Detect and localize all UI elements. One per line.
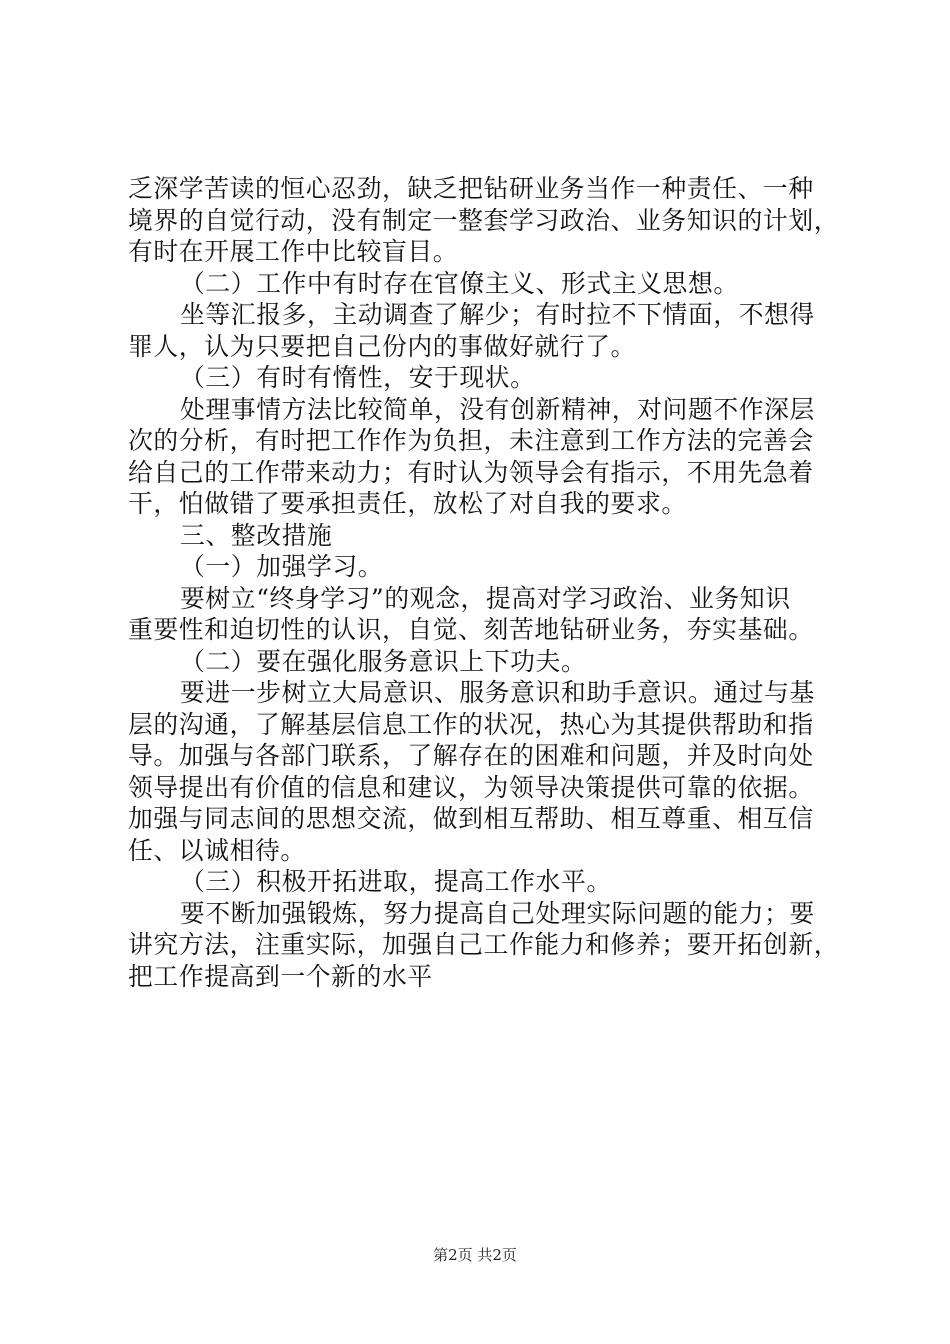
- text-line: 处理事情方法比较简单，没有创新精神，对问题不作深层: [180, 394, 815, 424]
- text-line: 要树立“终身学习”的观念，提高对学习政治、业务知识: [180, 583, 791, 613]
- text-line: 要不断加强锻炼，努力提高自己处理实际问题的能力；要: [180, 898, 815, 928]
- text-line: 重要性和迫切性的认识，自觉、刻苦地钻研业务，夯实基础。: [128, 615, 814, 644]
- text-line: （二）要在强化服务意识上下功夫。: [180, 646, 587, 676]
- text-line: 次的分析，有时把工作作为负担，未注意到工作方法的完善会: [128, 426, 814, 455]
- text-line: 导。加强与各部门联系，了解存在的困难和问题，并及时向处: [128, 741, 814, 770]
- text-line: 境界的自觉行动，没有制定一整套学习政治、业务知识的计划，: [128, 205, 840, 235]
- text-line: 层的沟通，了解基层信息工作的状况，热心为其提供帮助和指: [128, 709, 814, 739]
- text-line: 乏深学苦读的恒心忍劲，缺乏把钻研业务当作一种责任、一种: [128, 174, 814, 203]
- text-line: 三、整改措施: [180, 520, 333, 550]
- text-line: 干，怕做错了要承担责任，放松了对自我的要求。: [128, 489, 687, 518]
- text-line: 任、以诚相待。: [128, 835, 306, 865]
- document-body: [128, 173, 838, 992]
- text-line: 给自己的工作带来动力；有时认为领导会有指示，不用先急着: [128, 457, 814, 487]
- text-line: 讲究方法，注重实际，加强自己工作能力和修养；要开拓创新，: [128, 930, 840, 959]
- text-line: 领导提出有价值的信息和建议，为领导决策提供可靠的依据。: [128, 772, 814, 802]
- text-line: （一）加强学习。: [180, 552, 384, 581]
- text-line: 坐等汇报多，主动调查了解少；有时拉不下情面，不想得: [180, 300, 815, 329]
- text-line: 罪人，认为只要把自己份内的事做好就行了。: [128, 331, 636, 361]
- text-line: （三）有时有惰性，安于现状。: [180, 363, 536, 392]
- text-line: 加强与同志间的思想交流，做到相互帮助、相互尊重、相互信: [128, 804, 814, 833]
- text-line: （三）积极开拓进取，提高工作水平。: [180, 867, 612, 896]
- text-line: 要进一步树立大局意识、服务意识和助手意识。通过与基: [180, 678, 815, 707]
- text-line: 有时在开展工作中比较盲目。: [128, 237, 459, 266]
- text-line: 把工作提高到一个新的水平: [128, 961, 433, 991]
- page-footer: 第2页 共2页: [433, 1246, 517, 1264]
- text-line: （二）工作中有时存在官僚主义、形式主义思想。: [180, 268, 739, 298]
